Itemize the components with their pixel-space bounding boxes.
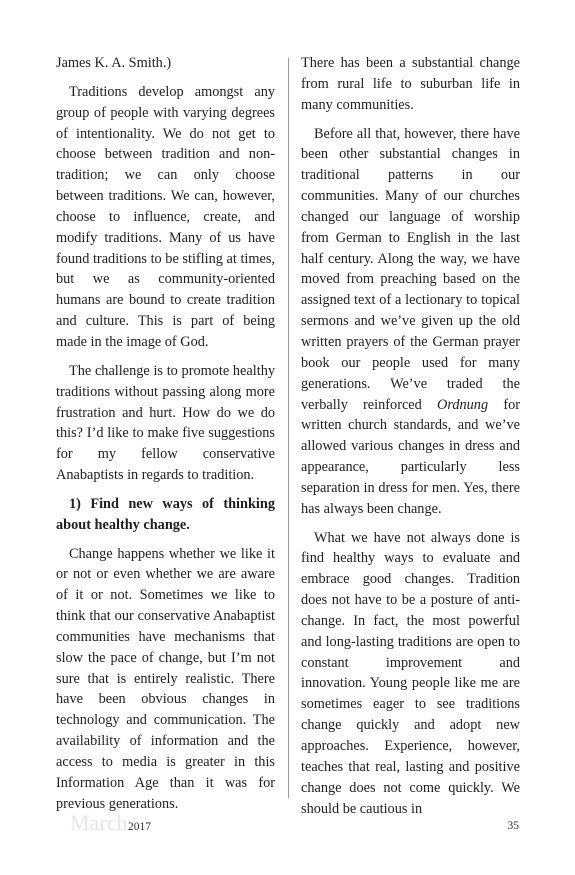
footer-month-watermark: March [70,810,128,835]
right-column [301,53,520,819]
paragraph-what-we-have-not: What we have not always done is find healthy ways to evaluate and embrace good changes. Tradition does not have to be a posture of anti-change. In fact, the most powerful and long-lasting traditions are open to constant improvement and innovation. Young people like me are sometimes eager to see traditions change quickly and adopt new approaches. Experience, however, teaches that real, lasting and positive change does not come quickly. We should be cautious in [301,529,520,817]
page-number: 35 [507,820,519,832]
paragraph-continuation: James K. A. Smith.) [56,55,172,71]
paragraph-challenge: The challenge is to promote healthy traditions without passing along more frustration and hurt. How do we do this? I’d like to make five suggestions for my fellow conservative Anabaptists in regards to tradition. [56,362,275,484]
paragraph-rural-suburban: There has been a substantial change from rural life to suburban life in many communities. [301,55,520,113]
text-segment: for written church standards, and we’ve allowed various changes in dress and appearance, particularly less separation in dress for men. Yes, there has always been change. [301,396,520,517]
column-divider [288,58,289,798]
paragraph-traditions-develop: Traditions develop amongst any group of people with varying degrees of intentionality. We do not get to choose between tradition and non-tradition; we can only choose between traditions. We can, however, choose to influence, create, and modify traditions. Many of us have found traditions to be stifling at times, but we as community-oriented humans are bound to create tradition and culture. This is part of being made in the image of God. [56,83,275,350]
footer-year: 2017 [128,821,151,833]
paragraph-before-all-that [301,124,520,520]
page-footer [56,810,519,840]
section-heading-1: 1) Find new ways of thinking about healthy change. [56,495,275,533]
text-segment: Before all that, however, there have been other substantial changes in traditional patterns in our communities. Many of our churches changed our language of worship from German to English in the last half century. Along the way, we have moved from preaching based on the assigned text of a lectionary to topical sermons and we’ve given up the old written prayers of the German prayer book our people used for many generations. We’ve traded the verbally reinforced [301,125,520,413]
left-column [56,53,275,815]
italic-term-ordnung: Ordnung [437,396,489,413]
paragraph-change-happens: Change happens whether we like it or not or even whether we are aware of it or not. Sometimes we like to think that our conservative Anabaptist communities have mechanisms that slow the pace of change, but I’m not sure that is entirely realistic. There have been obvious changes in technology and communication. The availability of information and the access to media is greater in this Information Age than it was for previous generations. [56,545,275,812]
